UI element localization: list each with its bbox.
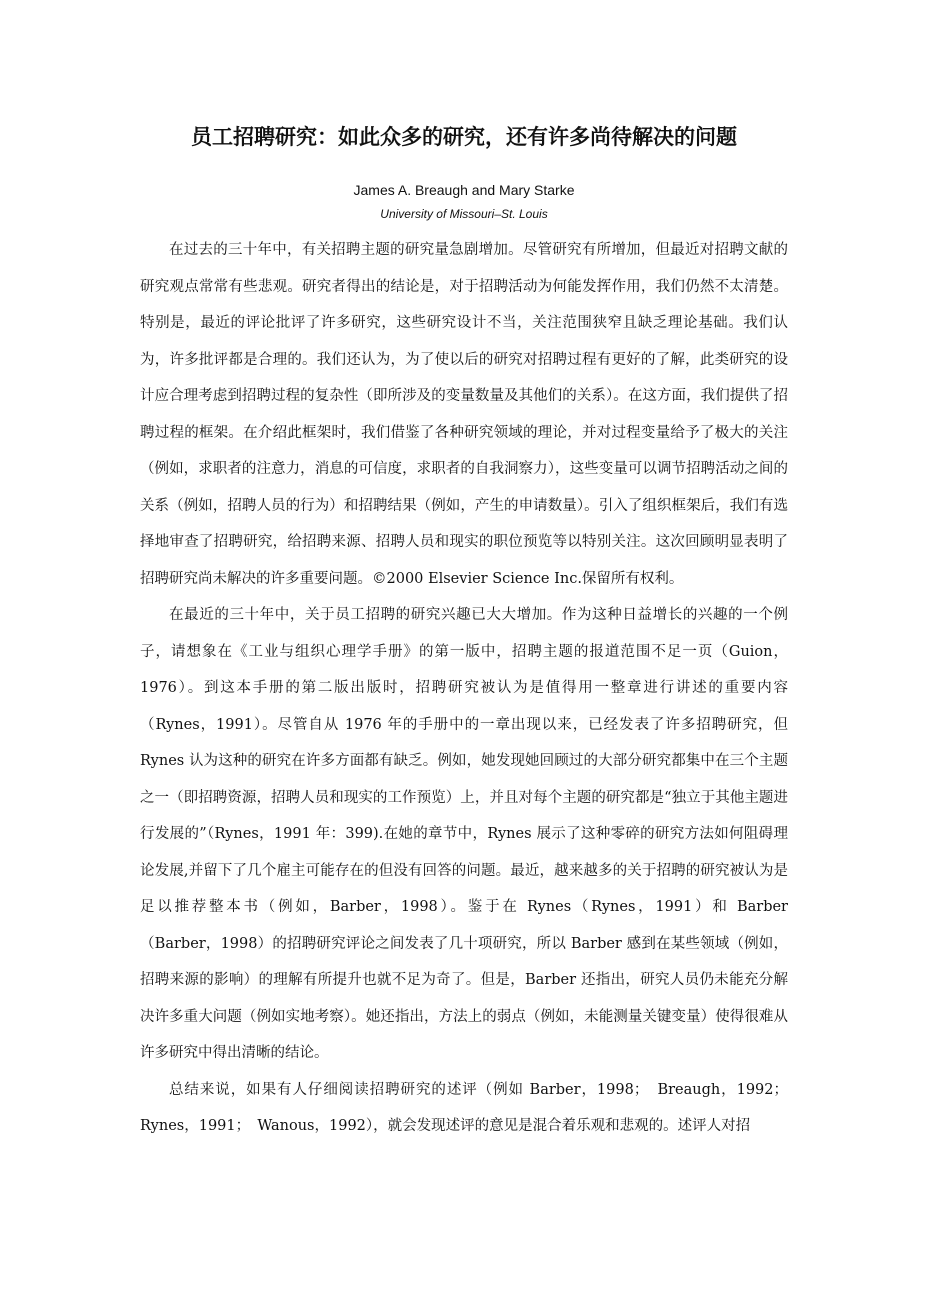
paper-body — [140, 232, 788, 1145]
paper-affiliation: University of Missouri–St. Louis — [380, 207, 548, 221]
paper-authors: James A. Breaugh and Mary Starke — [353, 182, 575, 198]
body-paragraph: 总结来说，如果有人仔细阅读招聘研究的述评（例如 Barber，1998； Breaugh，1992；Rynes，1991； Wanous，1992），就会发现述评的意见是混合着乐观和悲观的。述评人对招 — [140, 1081, 788, 1134]
paper-title: 员工招聘研究：如此众多的研究，还有许多尚待解决的问题 — [191, 125, 737, 149]
body-paragraph: 在最近的三十年中，关于员工招聘的研究兴趣已大大增加。作为这种日益增长的兴趣的一个例子，请想象在《工业与组织心理学手册》的第一版中，招聘主题的报道范围不足一页（Guion，1976）。到这本手册的第二版出版时，招聘研究被认为是值得用一整章进行讲述的重要内容（Rynes，1991）。尽管自从 1976 年的手册中的一章出现以来，已经发表了许多招聘研究，但 Rynes 认为这种的研究在许多方面都有缺乏。例如，她发现她回顾过的大部分研究都集中在三个主题之一（即招聘资源，招聘人员和现实的工作预览）上，并且对每个主题的研究都是“独立于其他主题进行发展的”（Rynes，1991 年：399).在她的章节中，Rynes 展示了这种零碎的研究方法如何阻碍理论发展,并留下了几个雇主可能存在的但没有回答的问题。最近，越来越多的关于招聘的研究被认为是足以推荐整本书（例如，Barber，1998）。鉴于在 Rynes（Rynes，1991）和 Barber（Barber，1998）的招聘研究评论之间发表了几十项研究，所以 Barber 感到在某些领域（例如，招聘来源的影响）的理解有所提升也就不足为奇了。但是，Barber 还指出，研究人员仍未能充分解决许多重大问题（例如实地考察）。她还指出，方法上的弱点（例如，未能测量关键变量）使得很难从许多研究中得出清晰的结论。 — [140, 607, 788, 1061]
abstract-paragraph: 在过去的三十年中，有关招聘主题的研究量急剧增加。尽管研究有所增加，但最近对招聘文献的研究观点常常有些悲观。研究者得出的结论是，对于招聘活动为何能发挥作用，我们仍然不太清楚。特别是，最近的评论批评了许多研究，这些研究设计不当，关注范围狭窄且缺乏理论基础。我们认为，许多批评都是合理的。我们还认为，为了使以后的研究对招聘过程有更好的了解，此类研究的设计应合理考虑到招聘过程的复杂性（即所涉及的变量数量及其他们的关系）。在这方面，我们提供了招聘过程的框架。在介绍此框架时，我们借鉴了各种研究领域的理论，并对过程变量给予了极大的关注（例如，求职者的注意力，消息的可信度，求职者的自我洞察力），这些变量可以调节招聘活动之间的关系（例如，招聘人员的行为）和招聘结果（例如，产生的申请数量）。引入了组织框架后，我们有选择地审查了招聘研究，给招聘来源、招聘人员和现实的职位预览等以特别关注。这次回顾明显表明了招聘研究尚未解决的许多重要问题。©2000 Elsevier Science Inc.保留所有权利。 — [140, 242, 788, 587]
